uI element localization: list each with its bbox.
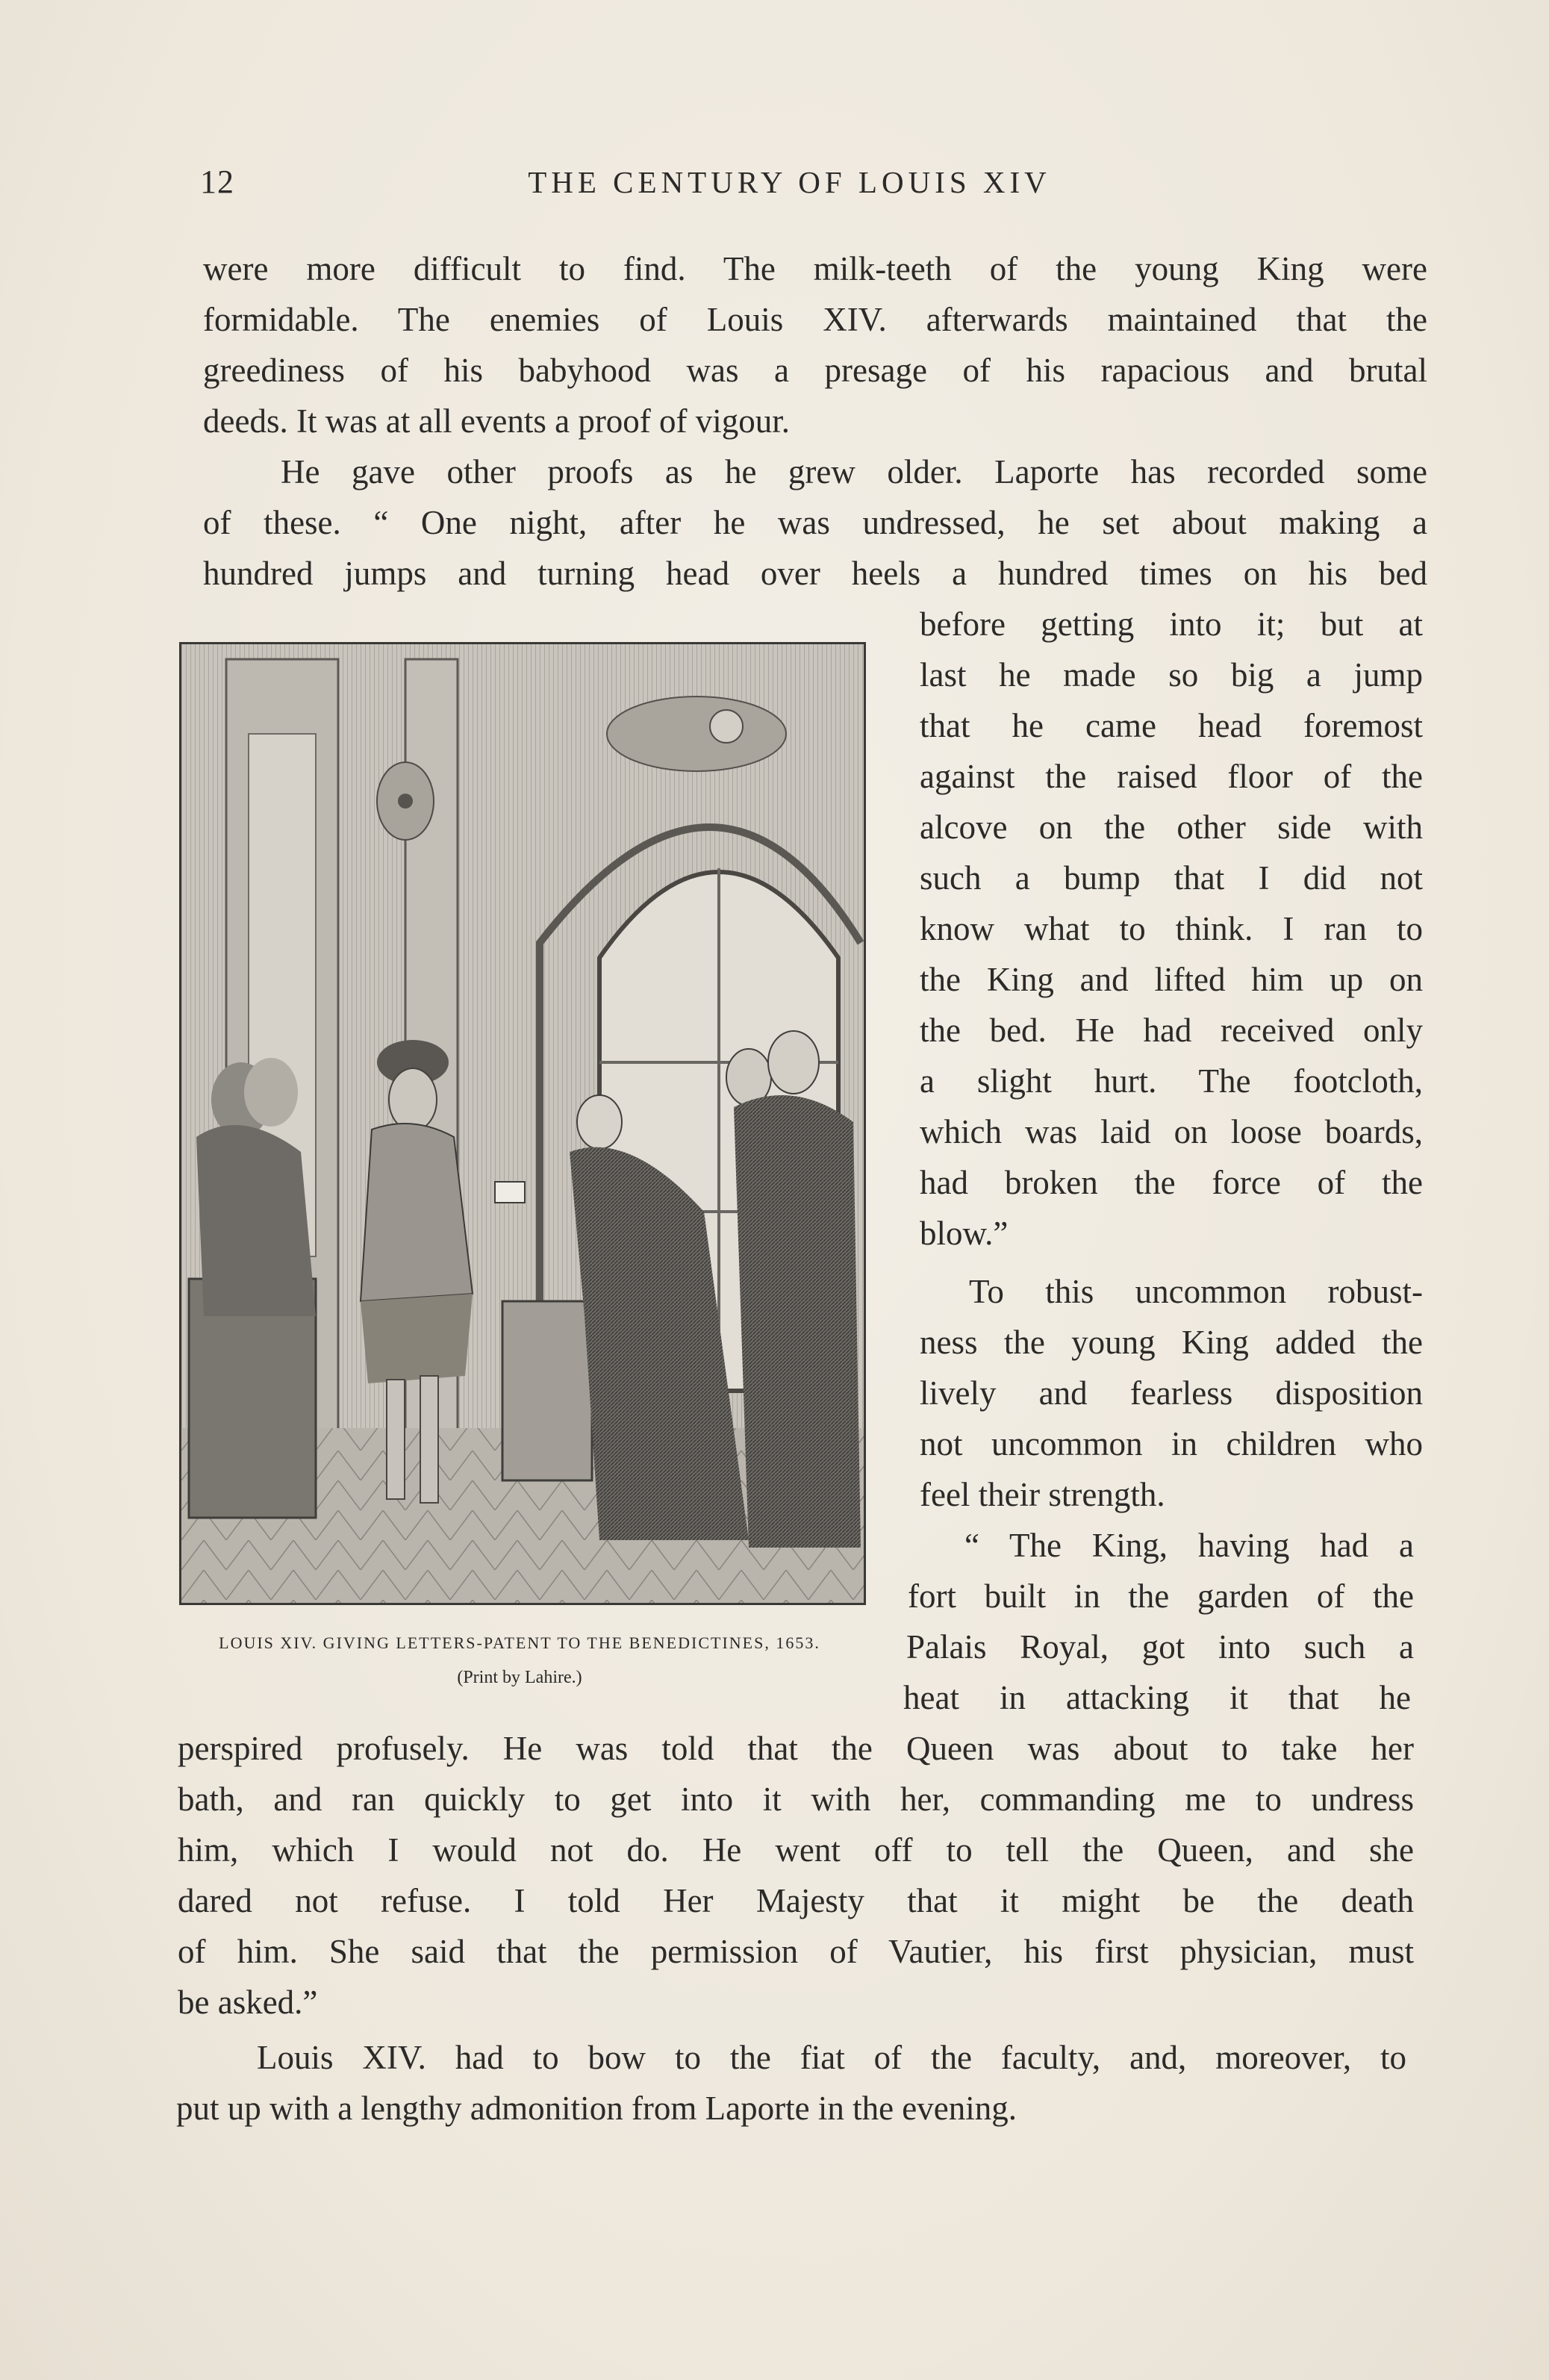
body-line: heat in attacking it that he (903, 1679, 1411, 1716)
body-line: be asked.” (178, 1984, 318, 2021)
body-line: feel their strength. (920, 1476, 1165, 1513)
body-line: ness the young King added the (920, 1324, 1423, 1361)
body-line: lively and fearless disposition (920, 1374, 1423, 1412)
body-line: formidable. The enemies of Louis XIV. afterwards maintained that the (203, 301, 1427, 338)
body-line: of him. She said that the permission of Vautier, his first physician, must (178, 1933, 1414, 1970)
engraving-illustration (179, 642, 866, 1605)
body-line: which was laid on loose boards, (920, 1113, 1423, 1150)
body-line: Louis XIV. had to bow to the fiat of the faculty, and, moreover, to (257, 2039, 1406, 2076)
body-line: the King and lifted him up on (920, 961, 1423, 998)
body-line: had broken the force of the (920, 1164, 1423, 1201)
figure-credit: (Print by Lahire.) (457, 1668, 582, 1687)
engraving-artwork (181, 644, 864, 1603)
body-line: Palais Royal, got into such a (906, 1628, 1414, 1666)
body-line: perspired profusely. He was told that the Queen was about to take her (178, 1730, 1414, 1767)
body-line: fort built in the garden of the (908, 1577, 1414, 1615)
body-line: dared not refuse. I told Her Majesty that it might be the death (178, 1882, 1414, 1919)
body-line: that he came head foremost (920, 707, 1423, 744)
body-line: him, which I would not do. He went off to tell the Queen, and she (178, 1831, 1414, 1869)
body-line: To this uncommon robust- (969, 1273, 1423, 1310)
body-line: He gave other proofs as he grew older. Laporte has recorded some (281, 453, 1427, 490)
body-line: last he made so big a jump (920, 656, 1423, 694)
body-line: before getting into it; but at (920, 605, 1423, 643)
body-line: of these. “ One night, after he was undressed, he set about making a (203, 504, 1427, 541)
body-line: put up with a lengthy admonition from Laporte in the evening. (176, 2090, 1017, 2127)
body-line: not uncommon in children who (920, 1425, 1423, 1462)
body-line: bath, and ran quickly to get into it with her, commanding me to undress (178, 1781, 1414, 1818)
body-line: know what to think. I ran to (920, 910, 1423, 947)
body-line: blow.” (920, 1215, 1009, 1252)
body-line: greediness of his babyhood was a presage of his rapacious and brutal (203, 352, 1427, 389)
body-line: hundred jumps and turning head over heels a hundred times on his bed (203, 555, 1427, 592)
body-line: a slight hurt. The footcloth, (920, 1062, 1423, 1100)
body-line: against the raised floor of the (920, 758, 1423, 795)
body-line: alcove on the other side with (920, 809, 1423, 846)
running-title: THE CENTURY OF LOUIS XIV (528, 165, 1051, 199)
body-line: “ The King, having had a (964, 1527, 1414, 1564)
page-number: 12 (200, 163, 234, 200)
body-line: were more difficult to find. The milk-teeth of the young King were (203, 250, 1427, 287)
figure-caption: LOUIS XIV. GIVING LETTERS-PATENT TO THE BENEDICTINES, 1653. (219, 1633, 820, 1652)
body-line: the bed. He had received only (920, 1012, 1423, 1049)
body-line: deeds. It was at all events a proof of vigour. (203, 402, 791, 440)
body-line: such a bump that I did not (920, 859, 1423, 897)
